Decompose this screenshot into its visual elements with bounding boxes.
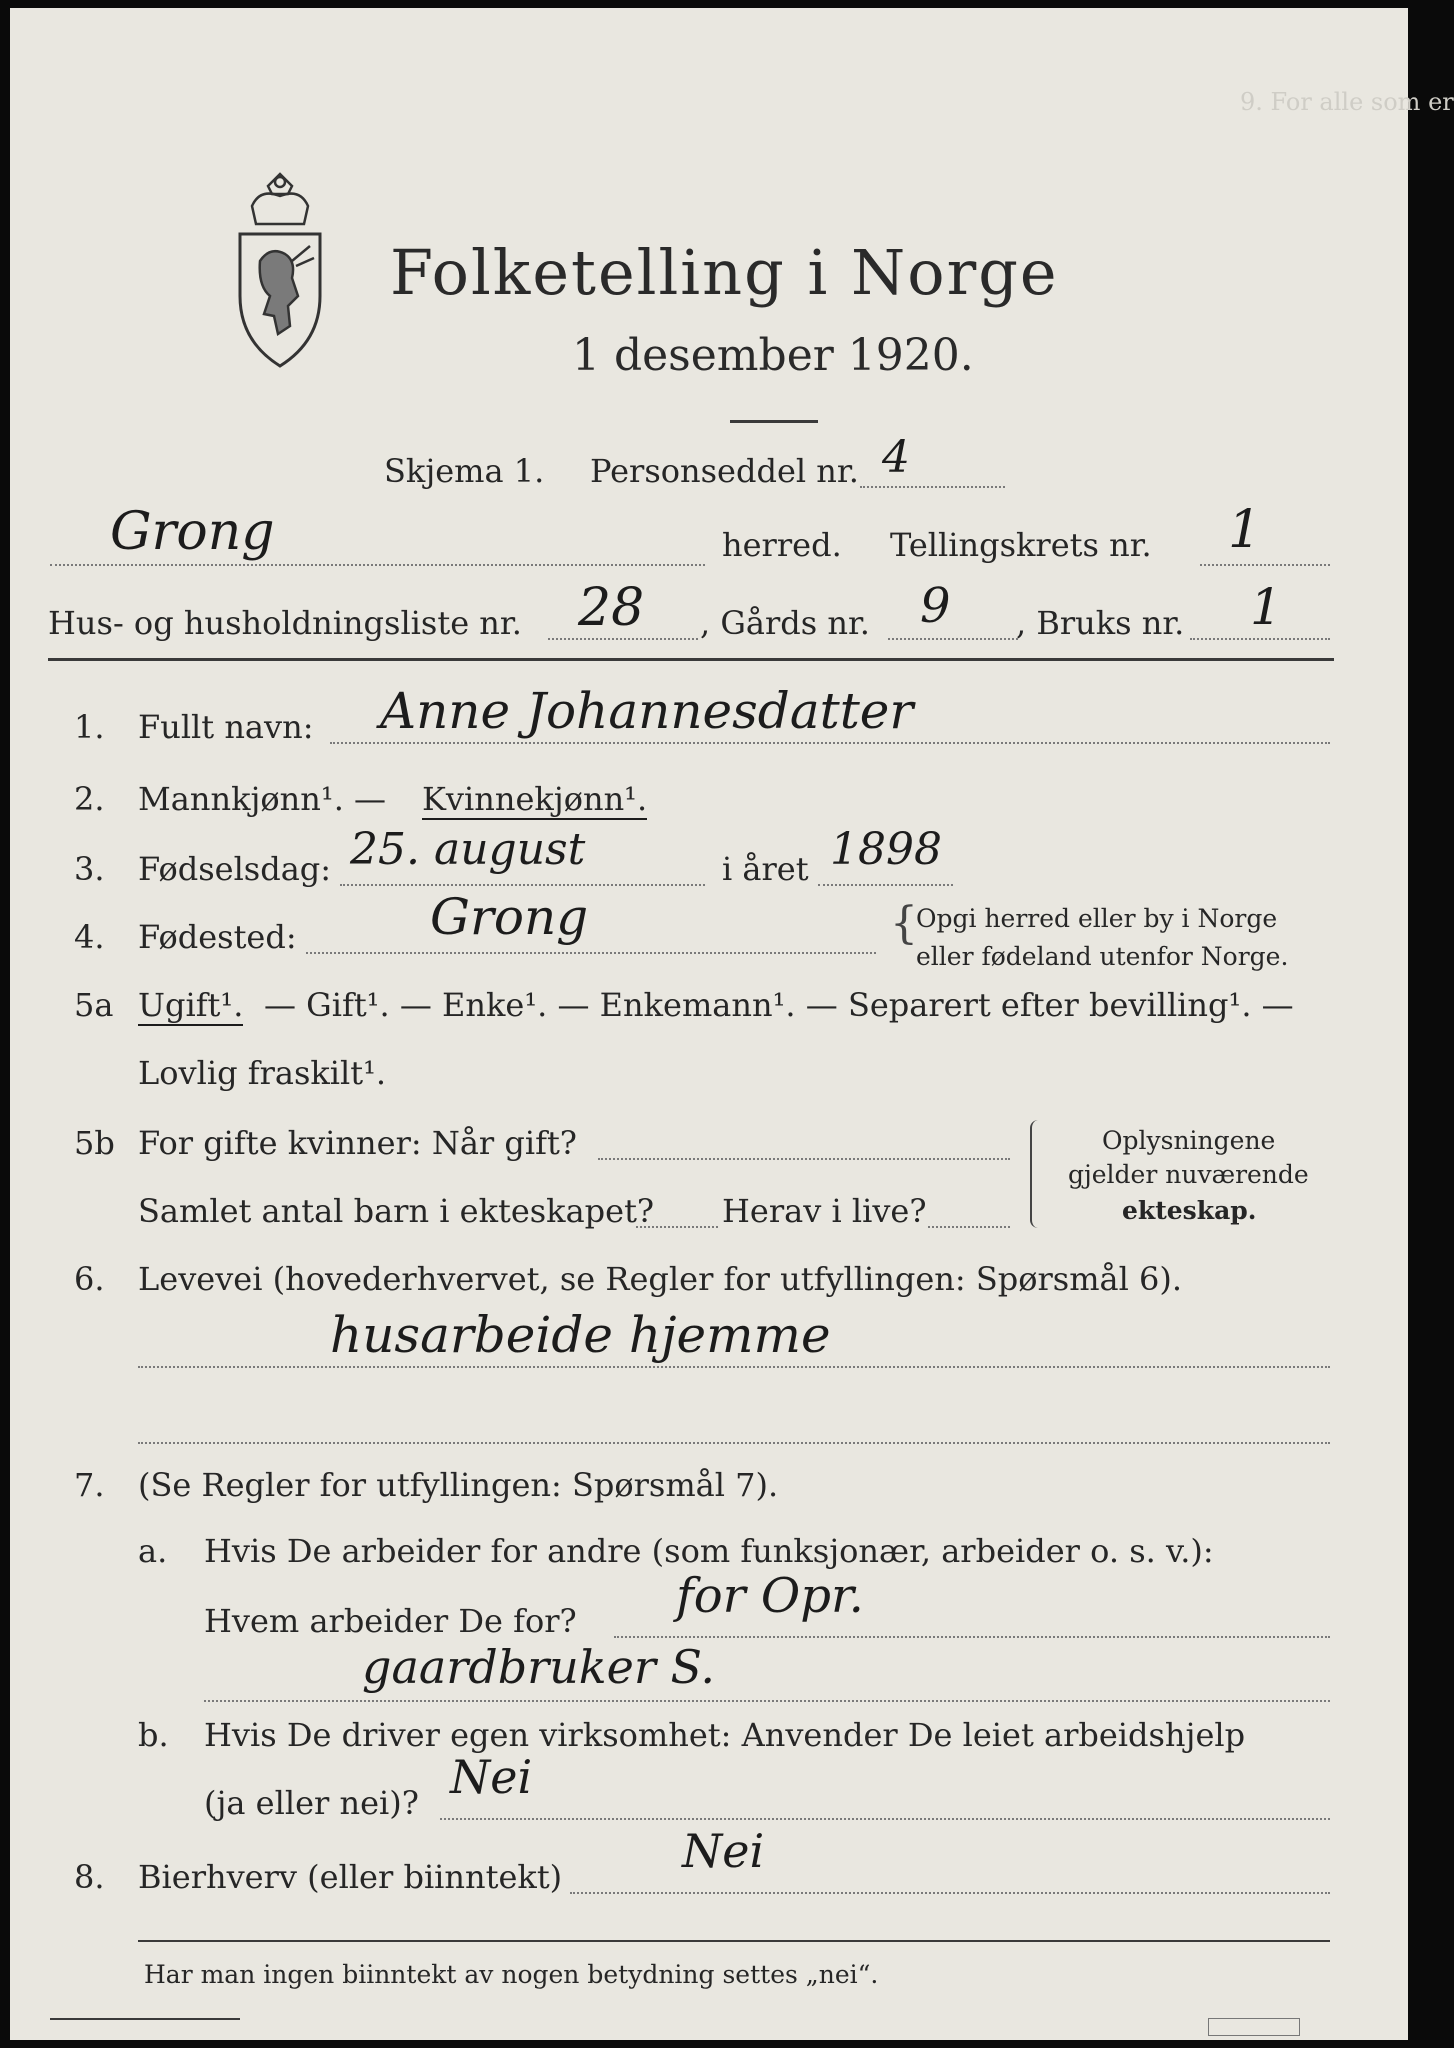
gards-line [888, 638, 1018, 640]
q7-number: 7. [74, 1466, 105, 1504]
hus-value[interactable]: 28 [578, 578, 645, 638]
employer-value-line2[interactable]: gaardbruker S. [362, 1640, 715, 1694]
q6-line1 [138, 1366, 1330, 1368]
footnote-rule [50, 2018, 240, 2020]
personseddel-label: Personseddel nr. [590, 452, 859, 490]
coat-of-arms-icon [230, 166, 330, 386]
q5a-other-options[interactable]: — Gift¹. — Enke¹. — Enkemann¹. — Separert efter bevilling¹. — [264, 986, 1294, 1024]
hired-help-value[interactable]: Nei [450, 1750, 533, 1804]
bruks-label: , Bruks nr. [1016, 604, 1185, 642]
q3-line [340, 884, 705, 886]
q6-number: 6. [74, 1260, 105, 1298]
q4-number: 4. [74, 918, 105, 956]
q5b-label1: For gifte kvinner: Når gift? [138, 1124, 577, 1162]
q4-label: Fødested: [138, 918, 297, 956]
q7a-number: a. [138, 1532, 168, 1570]
q5b-note-line3: ekteskap. [1122, 1196, 1257, 1225]
form-subtitle: 1 desember 1920. [572, 330, 974, 381]
q3-year-label: i året [722, 850, 809, 888]
q1-label: Fullt navn: [138, 708, 314, 746]
q1-number: 1. [74, 708, 105, 746]
q7-label: (Se Regler for utfyllingen: Spørsmål 7). [138, 1466, 779, 1504]
q7b-label: Hvis De driver egen virksomhet: Anvender De leiet arbeidshjelp [204, 1716, 1246, 1754]
q8-line [570, 1892, 1330, 1894]
q3-number: 3. [74, 850, 105, 888]
bruks-line [1190, 638, 1330, 640]
personseddel-line [860, 486, 1005, 488]
q5b-label3: Herav i live? [722, 1192, 927, 1230]
header-divider [48, 658, 1334, 661]
q4-note-line2: eller fødeland utenfor Norge. [916, 942, 1289, 971]
q6-line2 [138, 1442, 1330, 1444]
q4-line [306, 952, 876, 954]
q5b-married-line [598, 1158, 1010, 1160]
skjema-label: Skjema 1. [384, 452, 545, 490]
tellingskrets-label: Tellingskrets nr. [890, 526, 1152, 564]
tellingskrets-line [1200, 564, 1330, 566]
q7b-label2: (ja eller nei)? [204, 1784, 419, 1822]
occupation-value[interactable]: husarbeide hjemme [330, 1306, 831, 1364]
q7a-label: Hvis De arbeider for andre (som funksjonær, arbeider o. s. v.): [204, 1532, 1214, 1570]
bleed-through-text: 9. For alle som er [1240, 88, 1454, 116]
q5a-line2[interactable]: Lovlig fraskilt¹. [138, 1054, 387, 1092]
hus-line [548, 638, 698, 640]
gards-value[interactable]: 9 [920, 578, 951, 634]
q5b-label2: Samlet antal barn i ekteskapet? [138, 1192, 655, 1230]
q3-label: Fødselsdag: [138, 850, 332, 888]
q5b-number: 5b [74, 1124, 115, 1162]
form-title: Folketelling i Norge [390, 236, 1059, 309]
q3-year-line [818, 884, 953, 886]
q2-male-option[interactable]: Mannkjønn¹. — [138, 780, 387, 818]
q7a-line2 [204, 1700, 1330, 1702]
gards-label: , Gårds nr. [700, 604, 870, 642]
birthdate-value[interactable]: 25. august [350, 824, 586, 875]
bruks-value[interactable]: 1 [1250, 578, 1282, 636]
personseddel-value[interactable]: 4 [882, 432, 910, 483]
full-name-value[interactable]: Anne Johannesdatter [380, 682, 914, 740]
census-form [10, 8, 1454, 2040]
birth-year-value[interactable]: 1898 [830, 824, 942, 875]
q5b-note-line2: gjelder nuværende [1068, 1160, 1309, 1189]
side-income-value[interactable]: Nei [682, 1824, 765, 1878]
q1-line [330, 742, 1330, 744]
q4-note-line1: Opgi herred eller by i Norge [916, 904, 1278, 933]
q5b-children-line [636, 1226, 718, 1228]
q5b-alive-line [928, 1226, 1010, 1228]
herred-value[interactable]: Grong [110, 502, 275, 562]
q5a-number: 5a [74, 986, 114, 1024]
tellingskrets-value[interactable]: 1 [1228, 500, 1262, 560]
q7b-line [440, 1818, 1330, 1820]
q2-female-option[interactable]: Kvinnekjønn¹. [422, 780, 648, 818]
q5b-note-line1: Oplysningene [1102, 1126, 1276, 1155]
q8-label: Bierhverv (eller biinntekt) [138, 1858, 563, 1896]
q4-brace: { [890, 898, 918, 949]
herred-label: herred. [722, 526, 842, 564]
footer-divider [138, 1940, 1330, 1942]
herred-line [50, 564, 705, 566]
title-divider [730, 420, 818, 423]
hus-label: Hus- og husholdningsliste nr. [48, 604, 522, 642]
q7a-label2: Hvem arbeider De for? [204, 1602, 577, 1640]
q7b-number: b. [138, 1716, 169, 1754]
q7a-line1 [614, 1636, 1330, 1638]
q6-label: Levevei (hovederhvervet, se Regler for utfyllingen: Spørsmål 6). [138, 1260, 1183, 1298]
q5b-brace [1030, 1120, 1040, 1228]
footer-note: Har man ingen biinntekt av nogen betydning settes „nei“. [144, 1960, 879, 1989]
q5a-ugift-option[interactable]: Ugift¹. [138, 986, 244, 1024]
birthplace-value[interactable]: Grong [430, 888, 589, 946]
printer-mark [1208, 2018, 1300, 2036]
q8-number: 8. [74, 1858, 105, 1896]
employer-value[interactable]: for Opr. [676, 1568, 864, 1624]
q2-number: 2. [74, 780, 105, 818]
